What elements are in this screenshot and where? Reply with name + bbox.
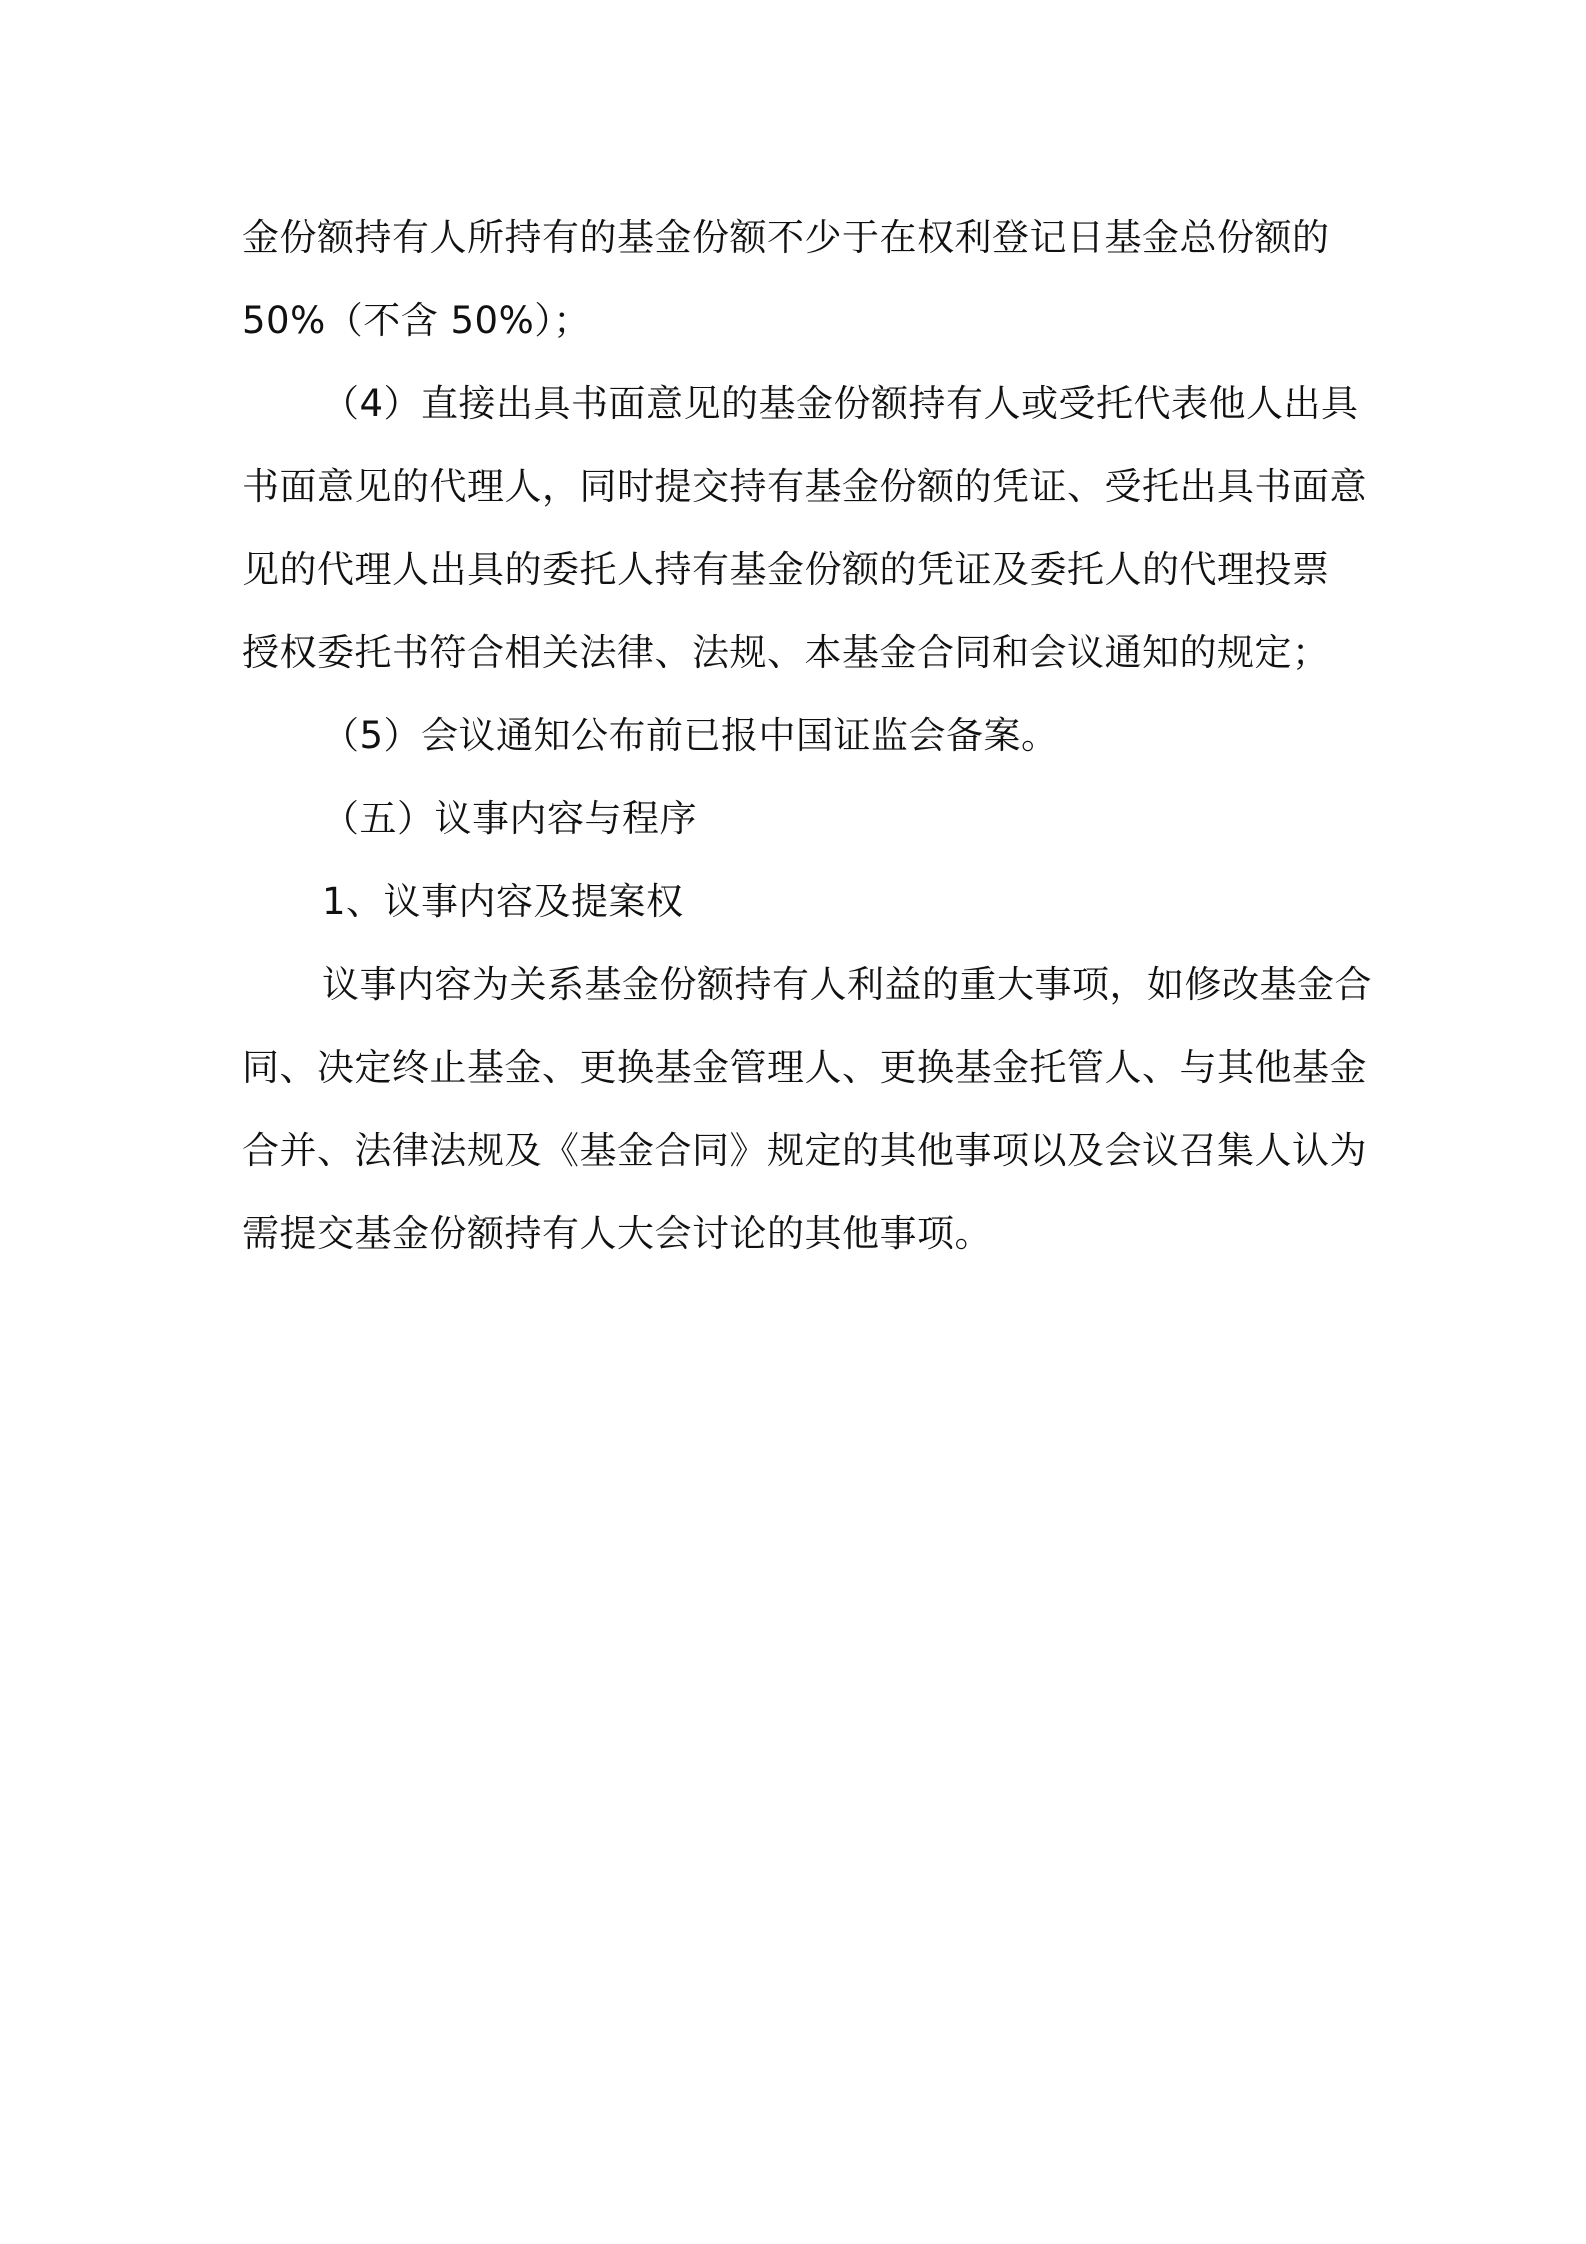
subsection-heading: 1、议事内容及提案权 bbox=[322, 880, 684, 923]
text-line: 合并、法律法规及《基金合同》规定的其他事项以及会议召集人认为 bbox=[242, 1129, 1367, 1172]
text-line: 授权委托书符合相关法律、法规、本基金合同和会议通知的规定； bbox=[242, 631, 1330, 674]
text-line: 需提交基金份额持有人大会讨论的其他事项。 bbox=[242, 1212, 992, 1255]
document-body bbox=[242, 196, 1372, 1275]
text-line-item-4: （4）直接出具书面意见的基金份额持有人或受托代表他人出具 bbox=[322, 382, 1359, 425]
paragraph-start: 议事内容为关系基金份额持有人利益的重大事项，如修改基金合 bbox=[322, 963, 1372, 1006]
text-line: 50%（不含 50%）； bbox=[242, 299, 591, 342]
text-line: 书面意见的代理人，同时提交持有基金份额的凭证、受托出具书面意 bbox=[242, 465, 1367, 508]
section-heading: （五）议事内容与程序 bbox=[322, 797, 697, 840]
text-line: 同、决定终止基金、更换基金管理人、更换基金托管人、与其他基金 bbox=[242, 1046, 1367, 1089]
text-line: 见的代理人出具的委托人持有基金份额的凭证及委托人的代理投票 bbox=[242, 548, 1330, 591]
text-line-item-5: （5）会议通知公布前已报中国证监会备案。 bbox=[322, 714, 1059, 757]
text-line: 金份额持有人所持有的基金份额不少于在权利登记日基金总份额的 bbox=[242, 216, 1330, 259]
